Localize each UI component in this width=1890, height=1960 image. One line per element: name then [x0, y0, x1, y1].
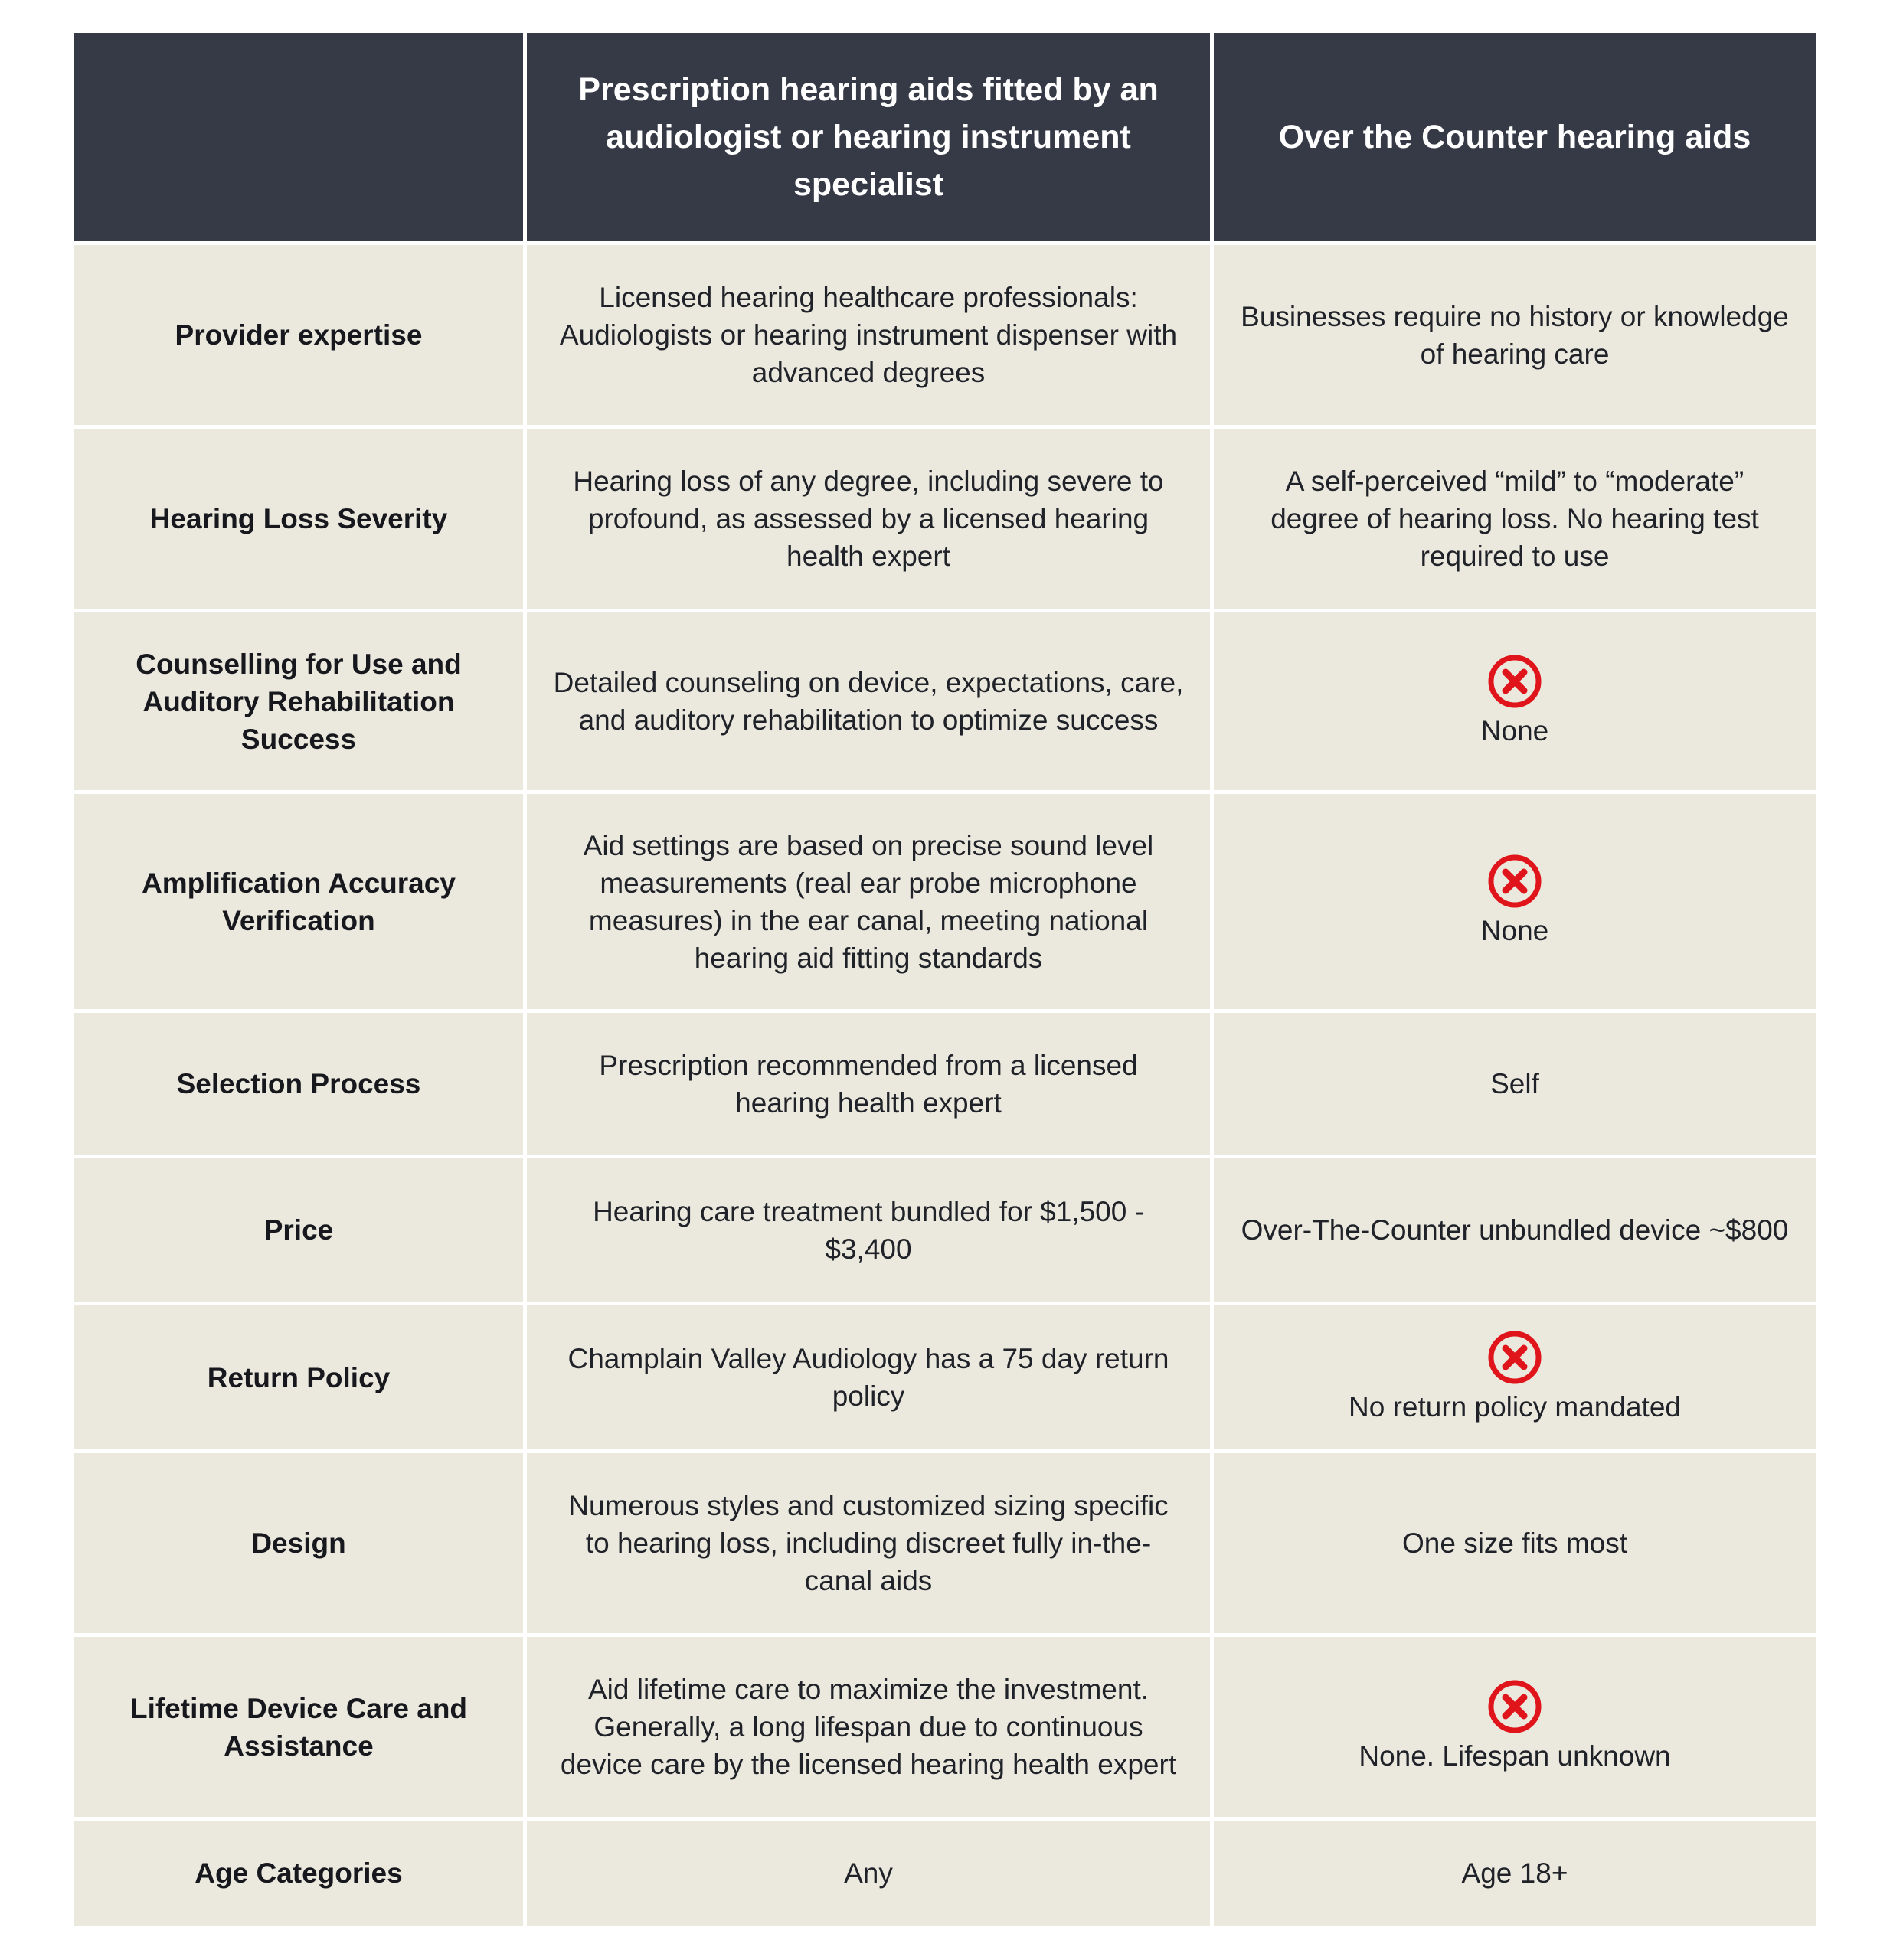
prescription-cell: Hearing care treatment bundled for $1,500 - $3,400: [527, 1158, 1214, 1305]
otc-text: Age 18+: [1461, 1857, 1568, 1889]
comparison-table: [74, 33, 1816, 1926]
prescription-cell: Licensed hearing healthcare professionals: Audiologists or hearing instrument dispenser with advanced degrees: [527, 245, 1214, 429]
prescription-cell: Detailed counseling on device, expectations, care, and auditory rehabilitation to optimize success: [527, 612, 1214, 794]
header-otc: Over the Counter hearing aids: [1214, 33, 1816, 245]
x-circle-icon: [1487, 654, 1542, 709]
prescription-cell: Champlain Valley Audiology has a 75 day return policy: [527, 1305, 1214, 1453]
otc-text: None: [1480, 714, 1549, 746]
otc-text: Self: [1490, 1068, 1539, 1099]
prescription-cell: Aid lifetime care to maximize the investment. Generally, a long lifespan due to continuous device care by the licensed hearing health expert: [527, 1637, 1214, 1821]
row-label: Price: [74, 1158, 527, 1305]
x-circle-icon: [1487, 1679, 1542, 1734]
x-circle-icon: [1487, 854, 1542, 909]
row-label: Lifetime Device Care and Assistance: [74, 1637, 527, 1821]
header-corner: [74, 33, 527, 245]
row-label: Provider expertise: [74, 245, 527, 429]
otc-text: A self-perceived “mild” to “moderate” degree of hearing loss. No hearing test required to use: [1270, 466, 1759, 572]
header-prescription: Prescription hearing aids fitted by an audiologist or hearing instrument specialist: [527, 33, 1214, 245]
row-label: Design: [74, 1453, 527, 1637]
otc-text: Over-The-Counter unbundled device ~$800: [1241, 1214, 1789, 1246]
otc-cell: [1214, 1453, 1816, 1637]
otc-text: No return policy mandated: [1349, 1390, 1681, 1423]
prescription-cell: Aid settings are based on precise sound level measurements (real ear probe microphone measures) in the ear canal, meeting national hearing aid fitting standards: [527, 794, 1214, 1013]
prescription-cell: Any: [527, 1821, 1214, 1926]
otc-cell: [1214, 245, 1816, 429]
otc-cell: [1214, 1637, 1816, 1821]
row-label: Amplification Accuracy Verification: [74, 794, 527, 1013]
row-label: Age Categories: [74, 1821, 527, 1926]
row-label: Selection Process: [74, 1013, 527, 1158]
otc-cell: [1214, 1158, 1816, 1305]
x-circle-icon: [1487, 1330, 1542, 1385]
otc-cell: [1214, 1821, 1816, 1926]
otc-text: Businesses require no history or knowledge of hearing care: [1241, 300, 1789, 370]
prescription-cell: Hearing loss of any degree, including severe to profound, as assessed by a licensed hearing health expert: [527, 429, 1214, 612]
otc-cell: [1214, 1013, 1816, 1158]
otc-text: None: [1480, 915, 1549, 946]
row-label: Counselling for Use and Auditory Rehabilitation Success: [74, 612, 527, 794]
otc-cell: [1214, 794, 1816, 1013]
otc-text: None. Lifespan unknown: [1359, 1740, 1671, 1772]
prescription-cell: Numerous styles and customized sizing specific to hearing loss, including discreet fully in-the-canal aids: [527, 1453, 1214, 1637]
row-label: Hearing Loss Severity: [74, 429, 527, 612]
otc-cell: [1214, 612, 1816, 794]
otc-text: One size fits most: [1401, 1527, 1628, 1559]
otc-cell: [1214, 429, 1816, 612]
prescription-cell: Prescription recommended from a licensed hearing health expert: [527, 1013, 1214, 1158]
row-label: Return Policy: [74, 1305, 527, 1453]
otc-cell: [1214, 1305, 1816, 1453]
